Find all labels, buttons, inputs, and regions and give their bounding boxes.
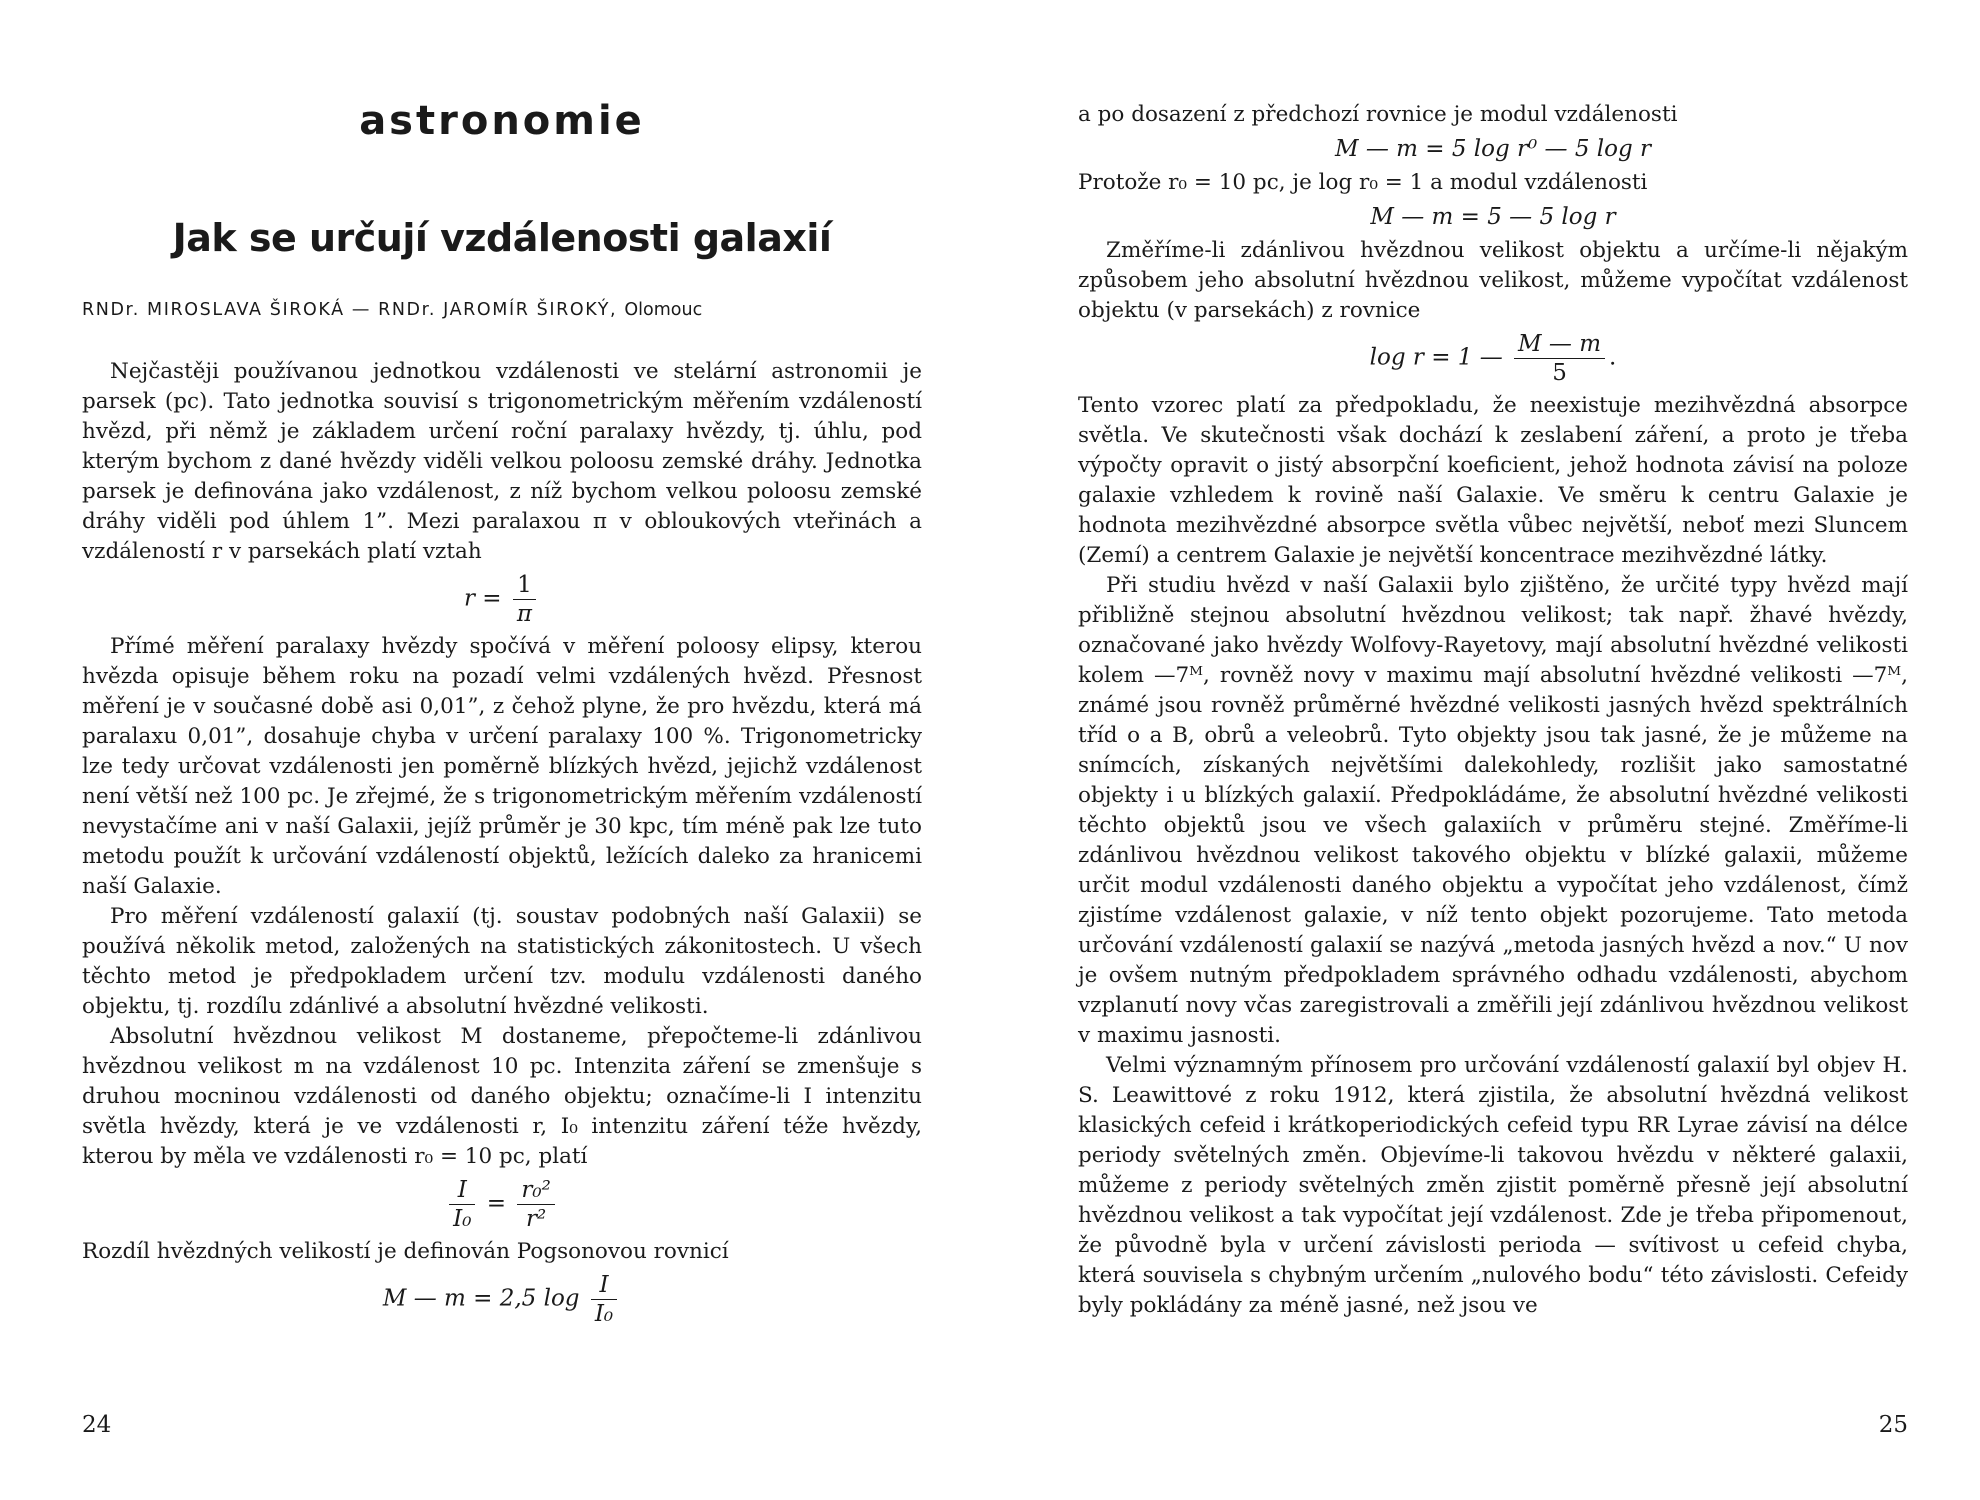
equation-parsec [82, 571, 922, 628]
frac-num: M — m [1514, 330, 1605, 359]
frac-den: π [516, 601, 533, 627]
eq-lhs: M — m = 2,5 log [382, 1285, 580, 1312]
frac-num: r₀² [517, 1176, 554, 1205]
equation-pogson [82, 1271, 922, 1328]
frac-den: I₀ [453, 1206, 472, 1232]
paragraph: Nejčastěji používanou jednotkou vzdálenosti ve stelární astronomii je parsek (pc). Tato jednotka souvisí s trigonometrickým měřením vzdáleností hvězd, při němž je základem určení roční paralaxy hvězdy, tj. úhlu, pod kterým bychom z dané hvězdy viděli velkou poloosu zemské dráhy. Jednotka parsek je definována jako vzdálenost, z níž bychom velkou poloosu zemské dráhy viděli pod úhlem 1”. Mezi paralaxou π v obloukových vteřinách a vzdáleností r v parsekách platí vztah [82, 359, 922, 564]
equation-modulus-simplified: M — m = 5 — 5 log r [1370, 204, 1616, 230]
article-authors [82, 300, 922, 320]
paragraph: Tento vzorec platí za předpokladu, že neexistuje mezihvězdná absorpce světla. Ve skutečnosti však dochází k zeslabení záření, a proto je třeba výpočty opravit o jistý absorpční koeficient, jehož hodnota závisí na poloze galaxie vzhledem k rovině naší Galaxie. Ve směru k centru Galaxie je hodnota mezihvězdné absorpce světla vůbec největší, neboť mezi Sluncem (Zemí) a centrem Galaxie je největší koncentrace mezihvězdné látky. [1078, 393, 1908, 568]
paragraph: Absolutní hvězdnou velikost M dostaneme, přepočteme-li zdánlivou hvězdnou velikost m na vzdálenost 10 pc. Intenzita záření se zmenšuje s druhou mocninou vzdálenosti od daného objektu; označíme-li I intenzitu světla hvězdy, která je ve vzdálenosti r, I₀ intenzitu záření téže hvězdy, kterou by měla ve vzdálenosti r₀ = 10 pc, platí [82, 1024, 922, 1169]
left-body [82, 357, 922, 1332]
paragraph: Rozdíl hvězdných velikostí je definován Pogsonovou rovnicí [82, 1239, 729, 1264]
equation-log-distance [1078, 330, 1908, 387]
left-page [82, 0, 922, 1500]
paragraph: Protože r₀ = 10 pc, je log r₀ = 1 a modul vzdálenosti [1078, 170, 1648, 195]
eq-lhs: log r = 1 — [1369, 344, 1503, 371]
eq-fraction [513, 571, 536, 628]
frac-den: 5 [1552, 360, 1567, 386]
equation-modulus: M — m = 5 log r⁰ — 5 log r [1334, 136, 1652, 162]
frac-num: 1 [513, 571, 536, 600]
section-title: astronomie [359, 98, 645, 144]
page-number: 25 [1878, 1412, 1908, 1438]
paragraph: Velmi významným přínosem pro určování vzdáleností galaxií byl objev H. S. Leawittové z roku 1912, která zjistila, že absolutní hvězdná velikost klasických cefeid i krátkoperiodických cefeid typu RR Lyrae závisí na délce periody světelných změn. Objevíme-li takovou hvězdu v některé galaxii, můžeme z periody světelných změn zjistit poměrně přesně její absolutní hvězdnou velikost a tak vypočítat její vzdálenost. Zde je třeba připomenout, že původně byla v určení závislosti perioda — svítivost u cefeid chyba, která souvisela s chybným určením „nulového bodu“ této závislosti. Cefeidy byly pokládány za méně jasné, než jsou ve [1078, 1053, 1908, 1318]
eq-op: = [486, 1190, 507, 1217]
frac-num: I [591, 1271, 617, 1300]
paragraph: Pro měření vzdáleností galaxií (tj. soustav podobných naší Galaxii) se používá několik metod, založených na statistických zákonitostech. U všech těchto metod je předpokladem určení tzv. modulu vzdálenosti daného objektu, tj. rozdílu zdánlivé a absolutní hvězdné velikosti. [82, 904, 922, 1019]
frac-den: r² [526, 1206, 547, 1232]
article-headline: Jak se určují vzdálenosti galaxií [172, 216, 832, 260]
eq-fraction [1514, 330, 1605, 387]
right-body [1078, 100, 1908, 1321]
eq-fraction [591, 1271, 617, 1328]
eq-fraction [449, 1176, 475, 1233]
paragraph: Změříme-li zdánlivou hvězdnou velikost objektu a určíme-li nějakým způsobem jeho absolutní hvězdnou velikost, můžeme vypočítat vzdálenost objektu (v parsekách) z rovnice [1078, 238, 1908, 323]
eq-lhs: r [463, 585, 475, 612]
paragraph: Přímé měření paralaxy hvězdy spočívá v měření poloosy elipsy, kterou hvězda opisuje během roku na pozadí velmi vzdálených hvězd. Přesnost měření je v současné době asi 0,01”, z čehož plyne, že pro hvězdu, která má paralaxu 0,01”, dosahuje chyba v určení paralaxy 100 %. Trigonometricky lze tedy určovat vzdálenosti jen poměrně blízkých hvězd, jejichž vzdálenost není větší než 100 pc. Je zřejmé, že s trigonometrickým měřením vzdáleností nevystačíme ani v naší Galaxii, jejíž průměr je 30 kpc, tím méně pak lze tuto metodu použít k určování vzdáleností objektů, ležících daleko za hranicemi naší Galaxie. [82, 634, 922, 899]
paragraph: Při studiu hvězd v naší Galaxii bylo zjištěno, že určité typy hvězd mají přibližně stejnou absolutní hvězdnou velikost; tak např. žhavé hvězdy, označované jako hvězdy Wolfovy-Rayetovy, mají absolutní hvězdné velikosti kolem —7ᴹ, rovněž novy v maximu mají absolutní hvězdné velikosti —7ᴹ, známé jsou rovněž průměrné hvězdné velikosti jasných hvězd spektrálních tříd o a B, obrů a veleobrů. Tyto objekty jsou tak jasné, že je můžeme na snímcích, získaných největšími dalekohledy, rozlišit jako samostatné objekty i u blízkých galaxií. Předpokládáme, že absolutní hvězdné velikosti těchto objektů jsou ve všech galaxiích v průměru stejné. Změříme-li zdánlivou hvězdnou velikost takového objektu v blízké galaxii, můžeme určit modul vzdálenosti daného objektu a vypočítat jeho vzdálenost, čímž zjistíme vzdálenost galaxie, v níž tento objekt pozorujeme. Tato metoda určování vzdáleností galaxií se nazývá „metoda jasných hvězd a nov.“ U nov je ovšem nutným předpokladem správného odhadu vzdálenosti, abychom vzplanutí novy včas zaregistrovali a změřili její zdánlivou hvězdnou velikost v maximu jasnosti. [1078, 573, 1908, 1048]
eq-op: = [482, 585, 502, 612]
equation-intensity [82, 1176, 922, 1233]
frac-den: I₀ [594, 1301, 614, 1327]
eq-fraction [517, 1176, 554, 1233]
paragraph: a po dosazení z předchozí rovnice je modul vzdálenosti [1078, 102, 1678, 127]
authors-place: Olomouc [624, 300, 703, 320]
authors-names: RNDr. MIROSLAVA ŠIROKÁ — RNDr. JAROMÍR ŠIROKÝ, [82, 300, 618, 320]
page-number: 24 [82, 1412, 112, 1438]
frac-num: I [449, 1176, 475, 1205]
right-page [1078, 0, 1908, 1500]
eq-tail: . [1609, 344, 1617, 371]
